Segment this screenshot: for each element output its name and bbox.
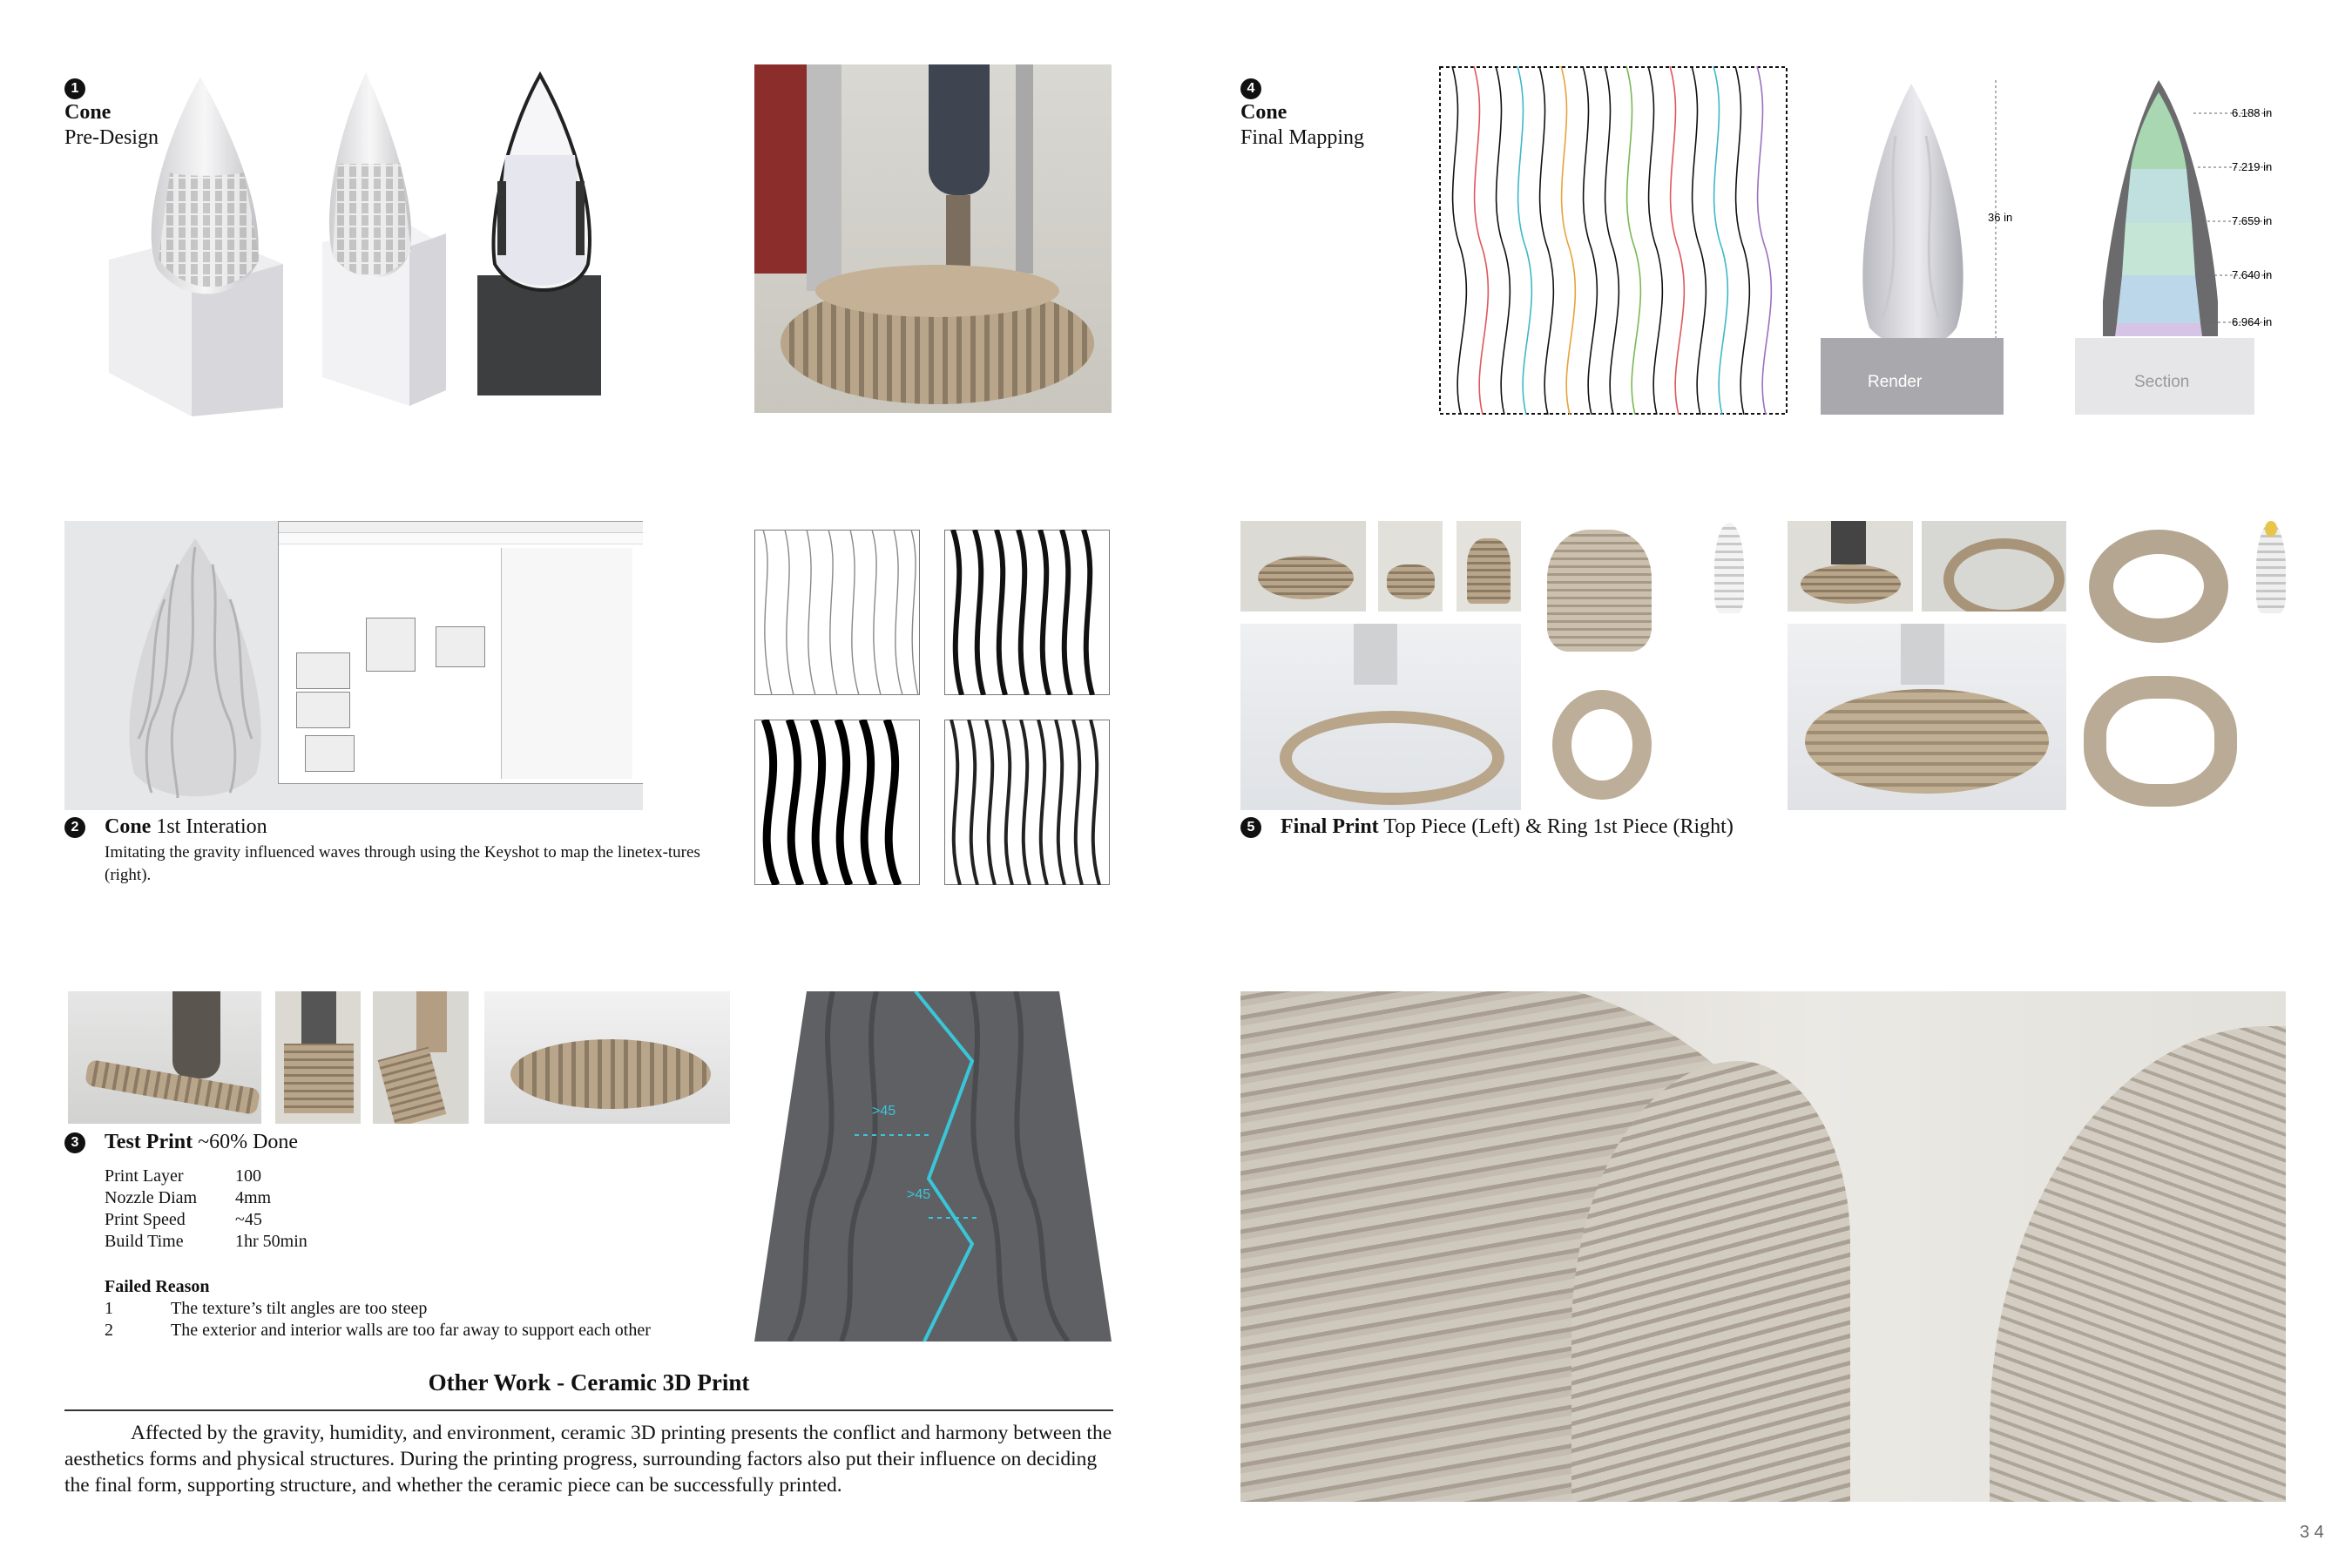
linetexture-map-1 (754, 530, 920, 695)
other-work-title: Other Work - Ceramic 3D Print (428, 1369, 750, 1396)
failed-reason-item: 2 The exterior and interior walls are too far away to support each other (105, 1321, 651, 1340)
section-2-number-badge: 2 (64, 817, 85, 838)
angle-label-1: >45 (872, 1104, 896, 1119)
final-print-top-miniature (1707, 521, 1751, 617)
page-number: 3 4 (2300, 1523, 2324, 1542)
final-print-top-photo-3 (1456, 521, 1521, 612)
section-2-title: Cone (105, 815, 152, 838)
failed-reason-item: 1 The texture’s tilt angles are too steep (105, 1299, 428, 1318)
spec-row: Nozzle Diam 4mm (105, 1188, 272, 1207)
ring-print-photo-1 (1788, 521, 1913, 612)
final-print-top-photo-2 (1378, 521, 1443, 612)
section-2-description: Imitating the gravity influenced waves through using the Keyshot to map the linetex-tures (right). (105, 843, 700, 884)
angle-label-2: >45 (907, 1187, 931, 1202)
final-print-top-piece (1547, 521, 1652, 660)
ring-print-top-view (2084, 667, 2237, 815)
failed-reason-block (105, 1275, 651, 1342)
section-2-subtitle: 1st Interation (151, 815, 267, 838)
spec-row: Print Speed ~45 (105, 1210, 262, 1229)
section-4-subtitle: Final Mapping (1240, 126, 1364, 149)
ceramic-closeup-photo (1240, 991, 2286, 1502)
section-3-title: Test Print (105, 1131, 193, 1153)
section-4-title: Cone (1240, 101, 1288, 124)
spec-row: Print Layer 100 (105, 1166, 261, 1186)
section-5-subtitle: Top Piece (Left) & Ring 1st Piece (Right) (1378, 815, 1734, 838)
render-label: Render (1868, 373, 1923, 391)
section-3-heading (105, 1131, 298, 1154)
height-dimension-label: 36 in (1988, 211, 2013, 224)
section-3-number-badge: 3 (64, 1132, 85, 1153)
ring-print-miniature (2249, 521, 2293, 617)
ring-print-photo-large (1788, 624, 2066, 810)
print-specs-table (105, 1166, 308, 1253)
ring-print-piece (2089, 521, 2228, 653)
section-dim-1: 6.188 in (2232, 106, 2273, 119)
linetexture-map-3 (754, 720, 920, 885)
test-print-photo-3 (373, 991, 469, 1124)
section-3-subtitle: ~60% Done (193, 1131, 299, 1153)
section-5-heading (1281, 815, 1734, 839)
cone-render-with-height (1817, 66, 2049, 415)
wave-angle-diagram (754, 991, 1112, 1342)
clay-print-photo-nozzle (754, 64, 1112, 413)
final-print-top-ring-view (1552, 681, 1652, 808)
failed-reason-title: Failed Reason (105, 1277, 210, 1296)
other-work-divider (64, 1409, 1113, 1411)
linetexture-map-4 (944, 720, 1110, 885)
section-label: Section (2134, 373, 2190, 391)
section-1-title: Cone (64, 101, 112, 124)
section-4-number-badge: 4 (1240, 78, 1261, 99)
section-5-number-badge: 5 (1240, 817, 1261, 838)
other-work-body: Affected by the gravity, humidity, and environment, ceramic 3D printing presents the conflict and harmony between the aesthetics forms and physical structures. During the printing progress, surrounding factors also put their influence on deciding the final form, supporting structure, and whether the ceramic piece can be successfully printed. (64, 1422, 1112, 1497)
section-1-subtitle: Pre-Design (64, 126, 159, 149)
section-dim-5: 6.964 in (2232, 315, 2273, 328)
section-2-heading (105, 815, 267, 839)
keyshot-screenshot (64, 521, 643, 810)
section-5-title: Final Print (1281, 815, 1379, 838)
test-print-photo-1 (68, 991, 261, 1124)
section-dim-3: 7.659 in (2232, 214, 2273, 227)
test-print-photo-4 (484, 991, 730, 1124)
section-dim-4: 7.640 in (2232, 268, 2273, 281)
cone-predesign-renders (105, 68, 618, 416)
section-1-number-badge: 1 (64, 78, 85, 99)
spec-row: Build Time 1hr 50min (105, 1232, 308, 1251)
test-print-photo-2 (275, 991, 361, 1124)
linetexture-map-2 (944, 530, 1110, 695)
final-print-top-photo-1 (1240, 521, 1366, 612)
cone-section-diagram (2072, 66, 2289, 415)
final-print-top-photo-large (1240, 624, 1521, 810)
section-dim-2: 7.219 in (2232, 160, 2273, 173)
final-mapping-line-pattern (1439, 66, 1788, 415)
ring-print-photo-2 (1922, 521, 2066, 612)
